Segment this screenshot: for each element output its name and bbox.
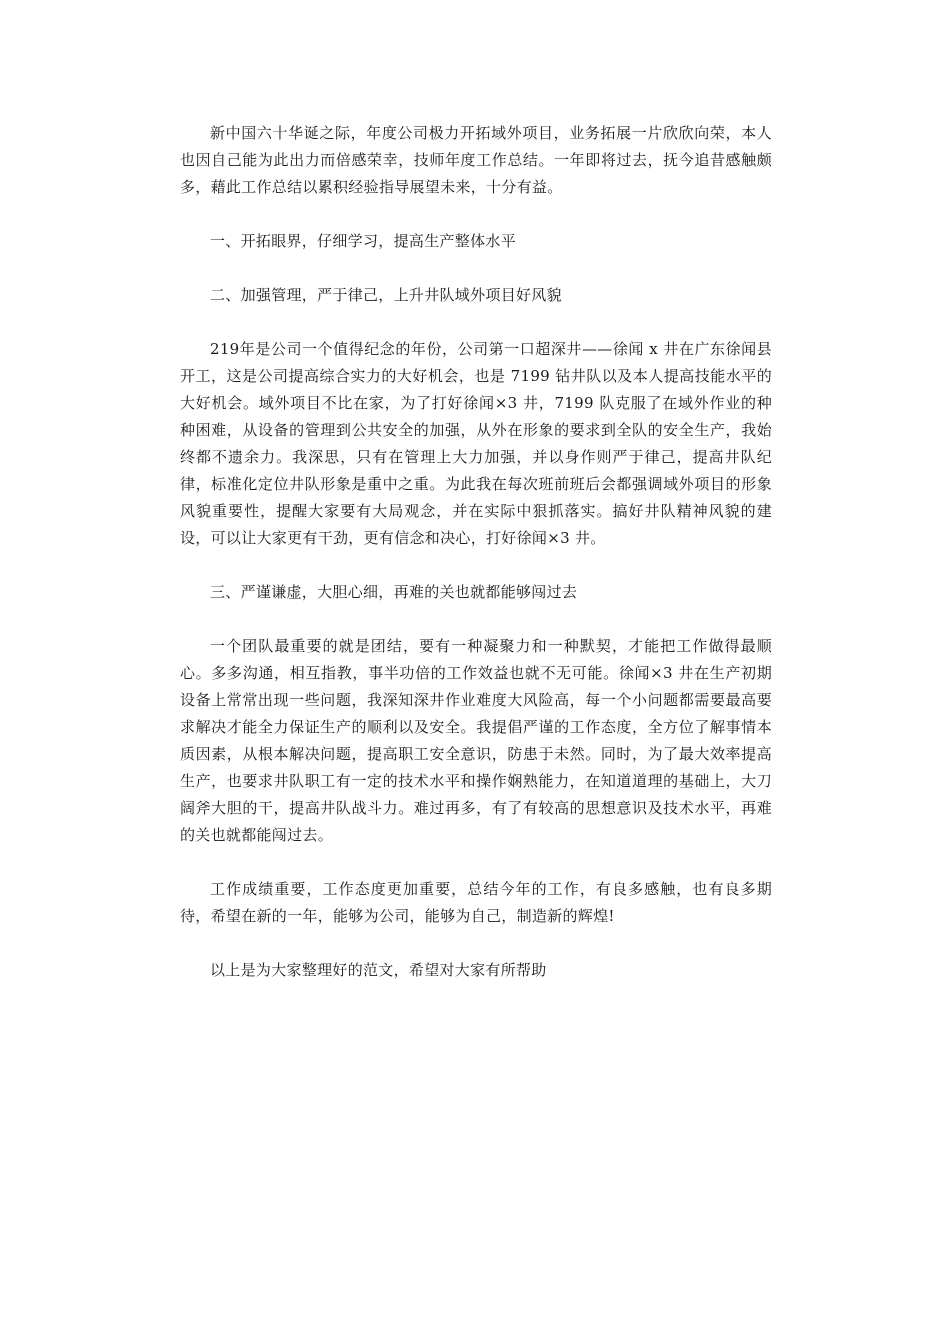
section-heading-1: 一、开拓眼界，仔细学习，提高生产整体水平 [210,232,517,250]
body-paragraph-2: 219年是公司一个值得纪念的年份，公司第一口超深井——徐闻 x 井在广东徐闻县开工，这是公司提高综合实力的大好机会，也是 7199 钻井队以及本人提高技能水平的大好机会。域外项目不比在家，为了打好徐闻×3 井，7199 队克服了在域外作业的种种困难，从设备的管理到公共安全的加强，从外在形象的要求到全队的安全生产，我始终都不遗余力。我深思，只有在管理上大力加强，并以身作则严于律己，提高井队纪律，标准化定位井队形象是重中之重。为此我在每次班前班后会都强调域外项目的形象风貌重要性，提醒大家要有大局观念，并在实际中狠抓落实。搞好井队精神风貌的建设，可以让大家更有干劲，更有信念和决心，打好徐闻×3 井。 [180,340,772,547]
body-paragraph-4: 工作成绩重要，工作态度更加重要，总结今年的工作，有良多感触，也有良多期待，希望在新的一年，能够为公司，能够为自己，制造新的辉煌! [180,880,772,925]
intro-paragraph: 新中国六十华诞之际，年度公司极力开拓域外项目，业务拓展一片欣欣向荣，本人也因自己能为此出力而倍感荣幸，技师年度工作总结。一年即将过去，抚今追昔感触颇多，藉此工作总结以累积经验指导展望未来，十分有益。 [180,124,772,196]
closing-note: 以上是为大家整理好的范文，希望对大家有所帮助 [210,961,547,979]
document-page [180,120,772,1011]
section-heading-3: 三、严谨谦虚，大胆心细，再难的关也就都能够闯过去 [210,583,578,601]
body-paragraph-3: 一个团队最重要的就是团结，要有一种凝聚力和一种默契，才能把工作做得最顺心。多多沟通，相互指教，事半功倍的工作效益也就不无可能。徐闻×3 井在生产初期设备上常常出现一些问题，我深知深井作业难度大风险高，每一个小问题都需要最高要求解决才能全力保证生产的顺利以及安全。我提倡严谨的工作态度，全方位了解事情本质因素，从根本解决问题，提高职工安全意识，防患于未然。同时，为了最大效率提高生产，也要求井队职工有一定的技术水平和操作娴熟能力，在知道道理的基础上，大刀阔斧大胆的干，提高井队战斗力。难过再多，有了有较高的思想意识及技术水平，再难的关也就都能闯过去。 [180,637,772,844]
section-heading-2: 二、加强管理，严于律己，上升井队域外项目好风貌 [210,286,562,304]
